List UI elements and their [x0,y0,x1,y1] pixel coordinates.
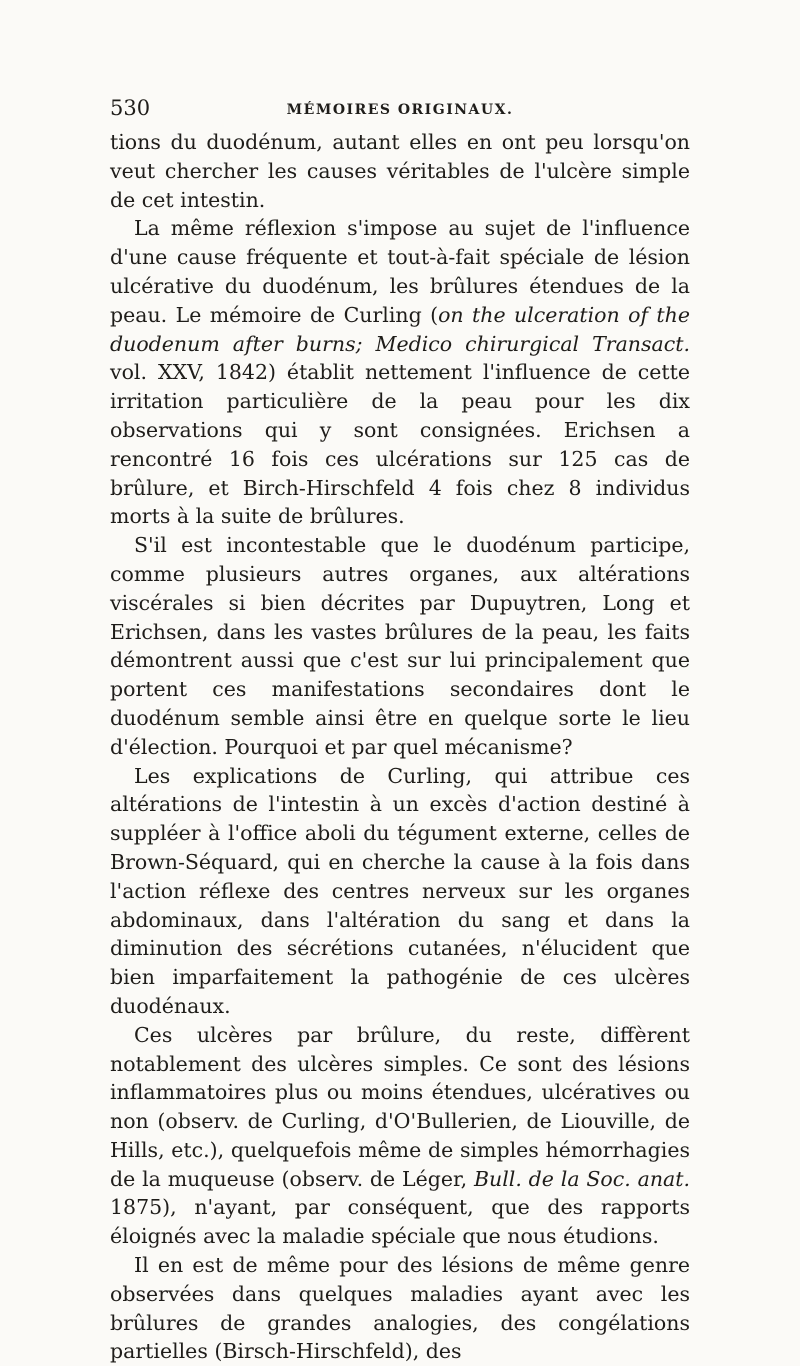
paragraph-2 [110,214,690,531]
page-header [110,96,690,126]
body-text [110,128,690,1366]
page-number: 530 [110,96,151,120]
paragraph-6: Il en est de même pour des lésions de même genre observées dans quelques maladies ayant avec les brûlures de grandes analogies, des congélations partielles (Birsch-Hirschfeld), des [110,1253,690,1364]
paragraph-1: tions du duodénum, autant elles en ont peu lorsqu'on veut chercher les causes véritables de l'ulcère simple de cet intestin. [110,130,690,212]
paragraph-3: S'il est incontestable que le duodénum participe, comme plusieurs autres organes, aux altérations viscérales si bien décrites par Dupuytren, Long et Erichsen, dans les vastes brûlures de la peau, les faits démontrent aussi que c'est sur lui principalement que portent ces manifestations secondaires dont le duodénum semble ainsi être en quelque sorte le lieu d'élection. Pourquoi et par quel mécanisme? [110,533,690,759]
paragraph-5-text-b: 1875), n'ayant, par conséquent, que des rapports éloignés avec la maladie spéciale que nous étudions. [110,1195,690,1249]
paragraph-5-text-a: Ces ulcères par brûlure, du reste, diffèrent notablement des ulcères simples. Ce sont des lésions inflammatoires plus ou moins étendues, ulcératives ou non (observ. de Curling, d'O'Bullerien, de Liouville, de Hills, etc.), quelquefois même de simples hémorrhagies de la muqueuse (observ. de Léger, [110,1022,690,1191]
paragraph-2-text-b: vol. XXV, 1842) établit nettement l'influence de cette irritation particulière de la peau pour les dix observations qui y sont consignées. Erichsen a rencontré 16 fois ces ulcérations sur 125 cas de brûlure, et Birch-Hirschfeld 4 fois chez 8 individus morts à la suite de brûlures. [110,360,690,529]
paragraph-5-citation: Bull. de la Soc. anat. [473,1166,691,1191]
paragraph-4: Les explications de Curling, qui attribue ces altérations de l'intestin à un excès d'action destiné à suppléer à l'office aboli du tégument externe, celles de Brown-Séquard, qui en cherche la cause à la fois dans l'action réflexe des centres nerveux sur les organes abdominaux, dans l'altération du sang et dans la diminution des sécrétions cutanées, n'élucident que bien imparfaitement la pathogénie de ces ulcères duodénaux. [110,763,690,1018]
running-title: MÉMOIRES ORIGINAUX. [286,102,514,118]
paragraph-2-citation: on the ulceration of the duodenum after burns; Medico chirurgical Transact. [110,302,690,356]
paragraph-2-text-a: La même réflexion s'impose au sujet de l'influence d'une cause fréquente et tout-à-fait spéciale de lésion ulcérative du duodénum, les brûlures étendues de la peau. Le mémoire de Curling ( [110,216,690,327]
paragraph-5 [110,1021,690,1251]
